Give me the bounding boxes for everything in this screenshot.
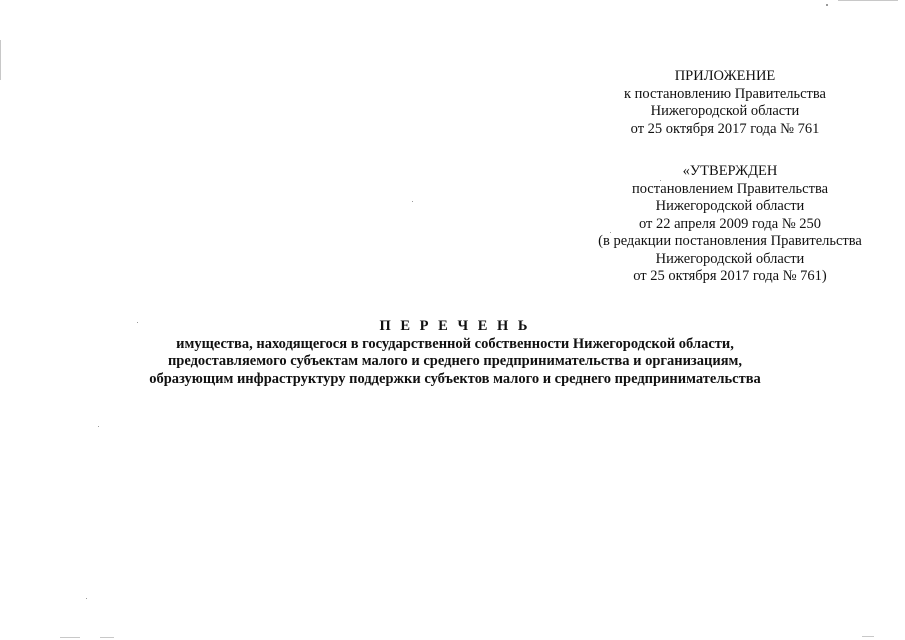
scan-edge-mark-left	[0, 40, 1, 80]
approved-label: «УТВЕРЖДЕН	[682, 163, 778, 179]
title-line-1: имущества, находящегося в государственной собственности Нижегородской области,	[176, 335, 734, 352]
scan-edge-mark-bottom	[100, 637, 114, 638]
appendix-header	[560, 68, 890, 138]
scan-speck	[826, 4, 828, 6]
title-line-3: образующим инфраструктуру поддержки субъектов малого и среднего предпринимательства	[149, 370, 761, 387]
approval-stamp	[550, 163, 905, 286]
scan-edge-mark-bottom-right	[862, 636, 874, 637]
scan-speck	[98, 426, 99, 427]
scan-speck	[412, 201, 413, 202]
scan-speck	[660, 180, 661, 181]
scan-speck	[610, 232, 611, 233]
approved-line-1: постановлением Правительства	[631, 180, 829, 197]
scan-edge-mark-top-right	[838, 0, 898, 1]
appendix-label: ПРИЛОЖЕНИЕ	[674, 68, 776, 84]
scan-speck	[137, 322, 138, 323]
appendix-line-1: к постановлению Правительства	[624, 85, 826, 102]
approved-line-6: от 25 октября 2017 года № 761)	[633, 268, 827, 284]
appendix-line-2: Нижегородской области	[650, 103, 800, 119]
approved-line-4: (в редакции постановления Правительства	[598, 233, 862, 249]
appendix-line-3: от 25 октября 2017 года № 761	[630, 120, 820, 137]
scan-speck	[86, 598, 87, 599]
title-heading: П Е Р Е Ч Е Н Ь	[379, 318, 531, 334]
approved-line-5: Нижегородской области	[655, 250, 805, 267]
title-line-2: предоставляемого субъектам малого и среднего предпринимательства и организациям,	[167, 353, 743, 369]
document-title	[60, 318, 850, 388]
approved-line-3: от 22 апреля 2009 года № 250	[638, 215, 822, 232]
scan-edge-mark-bottom	[60, 637, 80, 638]
approved-line-2: Нижегородской области	[655, 198, 805, 214]
